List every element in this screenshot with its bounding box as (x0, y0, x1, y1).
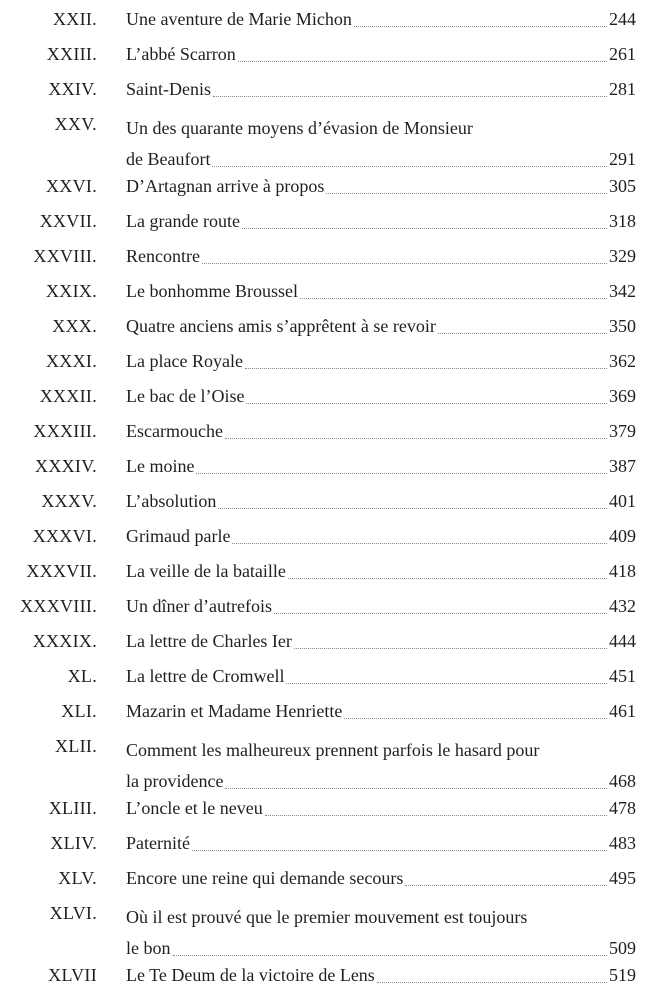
page-number: 318 (609, 211, 636, 231)
chapter-title-last-line (126, 76, 636, 103)
chapter-number: XLVI. (49, 903, 97, 923)
dot-leader (265, 814, 607, 816)
chapter-title-block (126, 865, 636, 892)
page-number: 468 (609, 771, 636, 791)
dot-leader (294, 647, 607, 649)
chapter-title-last-line (126, 865, 636, 892)
chapter-title: Une aventure de Marie Michon (126, 9, 352, 29)
dot-leader (300, 297, 607, 299)
chapter-title-block (126, 733, 636, 795)
page-number: 281 (609, 79, 636, 99)
chapter-title-block (126, 173, 636, 200)
chapter-title-last-line (126, 243, 636, 270)
chapter-number: XXXIII. (33, 421, 97, 441)
chapter-title-block (126, 628, 636, 655)
chapter-number: XXXII. (39, 386, 97, 406)
chapter-title: Le bac de l’Oise (126, 386, 245, 406)
dot-leader (196, 472, 607, 474)
page-number: 362 (609, 351, 636, 371)
chapter-title-block (126, 900, 636, 962)
chapter-title: Le moine (126, 456, 195, 476)
chapter-title-last-line (126, 208, 636, 235)
page-number: 261 (609, 44, 636, 64)
chapter-title-last-line (126, 488, 636, 515)
chapter-number: XXXVI. (32, 526, 97, 546)
page-number: 432 (609, 596, 636, 616)
dot-leader (354, 25, 607, 27)
chapter-number: XLIV. (50, 833, 97, 853)
chapter-title-last-line (126, 558, 636, 585)
chapter-title-block (126, 111, 636, 173)
chapter-title: de Beaufort (126, 149, 211, 169)
page-number: 409 (609, 526, 636, 546)
chapter-number: XLV. (58, 868, 97, 888)
chapter-title-block (126, 523, 636, 550)
chapter-title-block (126, 278, 636, 305)
dot-leader (246, 402, 607, 404)
dot-leader (245, 367, 607, 369)
chapter-number: XXVIII. (33, 246, 97, 266)
page-number: 401 (609, 491, 636, 511)
chapter-title: La lettre de Charles Ier (126, 631, 292, 651)
dot-leader (225, 437, 607, 439)
chapter-number: XXV. (54, 114, 97, 134)
page-number: 444 (609, 631, 636, 651)
chapter-number: XXX. (52, 316, 97, 336)
page-number: 369 (609, 386, 636, 406)
dot-leader (288, 577, 607, 579)
dot-leader (286, 682, 607, 684)
page-number: 291 (609, 149, 636, 169)
chapter-number: XXIV. (48, 79, 97, 99)
chapter-title-last-line (126, 348, 636, 375)
chapter-title: La veille de la bataille (126, 561, 286, 581)
chapter-number: XLIII. (48, 798, 97, 818)
page-number: 305 (609, 176, 636, 196)
chapter-title-block (126, 593, 636, 620)
chapter-title-last-line (126, 962, 636, 989)
chapter-title-block (126, 698, 636, 725)
chapter-title: la providence (126, 771, 224, 791)
chapter-title-block (126, 76, 636, 103)
chapter-number: XL. (67, 666, 97, 686)
page-number: 387 (609, 456, 636, 476)
chapter-title: Le Te Deum de la victoire de Lens (126, 965, 375, 985)
chapter-number: XXXIX. (32, 631, 97, 651)
page-number: 342 (609, 281, 636, 301)
chapter-title-block (126, 663, 636, 690)
chapter-title-block (126, 348, 636, 375)
page-number: 483 (609, 833, 636, 853)
chapter-title-line: Où il est prouvé que le premier mouvement est toujours (126, 907, 528, 927)
chapter-title-last-line (126, 383, 636, 410)
chapter-number: XXIX. (46, 281, 97, 301)
chapter-title: La place Royale (126, 351, 243, 371)
chapter-number: XXXVIII. (20, 596, 97, 616)
chapter-title: Mazarin et Madame Henriette (126, 701, 343, 721)
dot-leader (274, 612, 607, 614)
chapter-title-last-line (126, 278, 636, 305)
chapter-title-last-line (126, 663, 636, 690)
chapter-number: XXVI. (46, 176, 97, 196)
page-number: 495 (609, 868, 636, 888)
dot-leader (212, 165, 607, 167)
page-number: 418 (609, 561, 636, 581)
chapter-title-last-line (126, 698, 636, 725)
chapter-title-last-line (126, 768, 636, 795)
chapter-title-last-line (126, 313, 636, 340)
chapter-title-block (126, 962, 636, 989)
chapter-number: XLII. (55, 736, 97, 756)
chapter-title-block (126, 243, 636, 270)
chapter-number: XXXIV. (35, 456, 97, 476)
chapter-title: L’absolution (126, 491, 217, 511)
chapter-title-block (126, 488, 636, 515)
chapter-title-last-line (126, 453, 636, 480)
chapter-title-last-line (126, 935, 636, 962)
chapter-title: L’abbé Scarron (126, 44, 236, 64)
chapter-title: Escarmouche (126, 421, 223, 441)
dot-leader (202, 262, 607, 264)
chapter-title-line: Comment les malheureux prennent parfois le hasard pour (126, 740, 540, 760)
chapter-title: le bon (126, 938, 171, 958)
chapter-title-block (126, 383, 636, 410)
dot-leader (238, 60, 607, 62)
dot-leader (213, 95, 607, 97)
dot-leader (344, 717, 607, 719)
chapter-title: Un dîner d’autrefois (126, 596, 272, 616)
chapter-title-last-line (126, 628, 636, 655)
chapter-title-line: Un des quarante moyens d’évasion de Monsieur (126, 118, 473, 138)
chapter-title: La grande route (126, 211, 240, 231)
dot-leader (377, 981, 607, 983)
chapter-title-block (126, 558, 636, 585)
dot-leader (192, 849, 607, 851)
chapter-title: D’Artagnan arrive à propos (126, 176, 325, 196)
chapter-title-block (126, 795, 636, 822)
chapter-title-block (126, 313, 636, 340)
chapter-title-block (126, 830, 636, 857)
dot-leader (225, 787, 607, 789)
chapter-number: XXII. (53, 9, 97, 29)
chapter-number: XLI. (61, 701, 97, 721)
page-number: 244 (609, 9, 636, 29)
chapter-title-block (126, 6, 636, 33)
chapter-title: L’oncle et le neveu (126, 798, 263, 818)
dot-leader (218, 507, 607, 509)
dot-leader (405, 884, 607, 886)
chapter-title-last-line (126, 146, 636, 173)
chapter-title-block (126, 208, 636, 235)
chapter-title: Grimaud parle (126, 526, 231, 546)
chapter-number: XXXVII. (26, 561, 97, 581)
chapter-title-last-line (126, 795, 636, 822)
page-number: 509 (609, 938, 636, 958)
chapter-title-last-line (126, 173, 636, 200)
chapter-title: Rencontre (126, 246, 200, 266)
dot-leader (438, 332, 607, 334)
chapter-title: La lettre de Cromwell (126, 666, 285, 686)
chapter-number: XXVII. (39, 211, 97, 231)
chapter-title: Saint-Denis (126, 79, 211, 99)
dot-leader (242, 227, 607, 229)
dot-leader (232, 542, 607, 544)
page-number: 478 (609, 798, 636, 818)
chapter-number: XXIII. (46, 44, 97, 64)
page-number: 329 (609, 246, 636, 266)
chapter-title: Quatre anciens amis s’apprêtent à se revoir (126, 316, 436, 336)
chapter-title: Le bonhomme Broussel (126, 281, 298, 301)
chapter-number: XLVII (48, 965, 97, 985)
chapter-title-block (126, 418, 636, 445)
chapter-title-last-line (126, 418, 636, 445)
chapter-title-block (126, 453, 636, 480)
dot-leader (173, 954, 608, 956)
page-number: 461 (609, 701, 636, 721)
chapter-title-last-line (126, 6, 636, 33)
chapter-title-last-line (126, 593, 636, 620)
page-number: 519 (609, 965, 636, 985)
chapter-number: XXXI. (46, 351, 97, 371)
chapter-number: XXXV. (41, 491, 97, 511)
chapter-title-last-line (126, 830, 636, 857)
chapter-title-last-line (126, 41, 636, 68)
chapter-title-block (126, 41, 636, 68)
page-number: 451 (609, 666, 636, 686)
chapter-title: Encore une reine qui demande secours (126, 868, 404, 888)
chapter-title-last-line (126, 523, 636, 550)
page-number: 379 (609, 421, 636, 441)
chapter-title: Paternité (126, 833, 190, 853)
page-number: 350 (609, 316, 636, 336)
dot-leader (326, 192, 607, 194)
